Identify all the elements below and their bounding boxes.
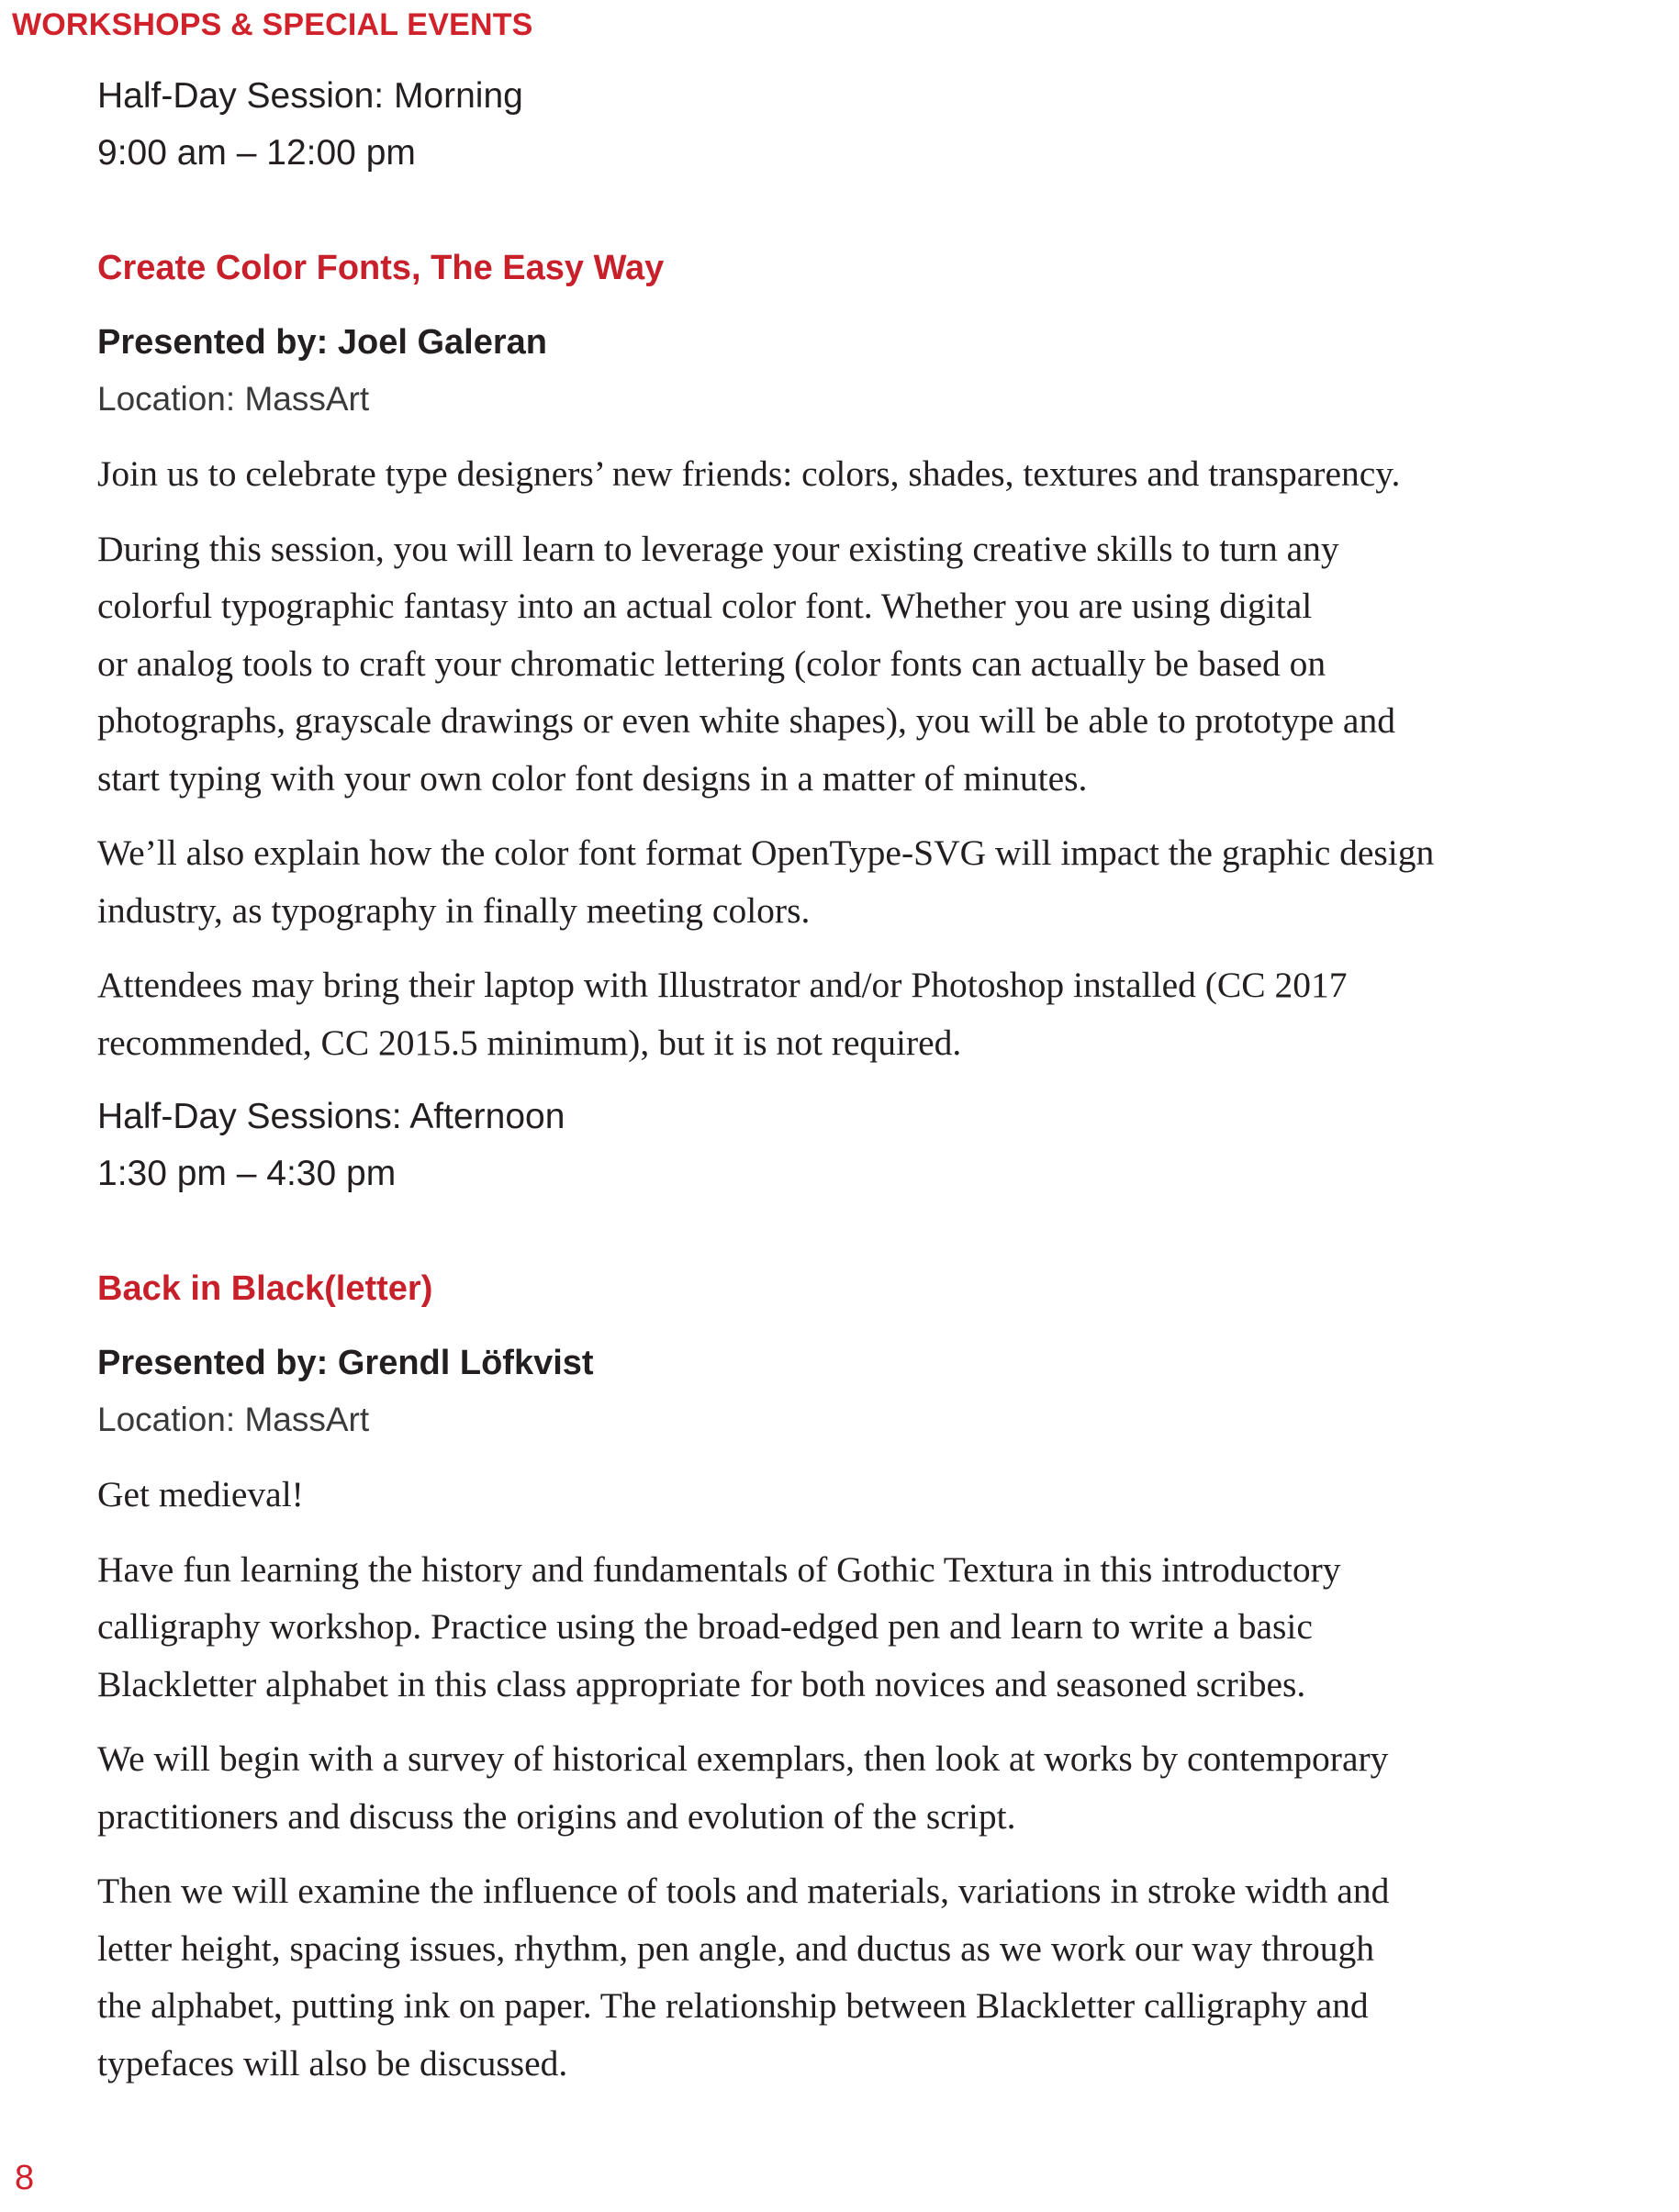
page-content <box>97 68 1621 2092</box>
section-header: WORKSHOPS & SPECIAL EVENTS <box>12 7 533 42</box>
session-time: 1:30 pm – 4:30 pm <box>97 1154 397 1193</box>
description-paragraph: Get medieval! <box>97 1474 304 1514</box>
session-label: Half-Day Session: Morning <box>97 76 523 116</box>
presenter: Presented by: Grendl Löfkvist <box>97 1344 594 1382</box>
description-paragraph: We’ll also explain how the color font format OpenType-SVG will impact the graphic design industry, as typography in finally meeting colors. <box>97 832 1435 931</box>
page-number: 8 <box>15 2159 35 2197</box>
description-paragraph: Join us to celebrate type designers’ new friends: colors, shades, textures and transparency. <box>97 453 1401 494</box>
session-time: 9:00 am – 12:00 pm <box>97 133 416 173</box>
afternoon-session <box>97 1089 1621 2092</box>
session-label: Half-Day Sessions: Afternoon <box>97 1097 565 1136</box>
presenter: Presented by: Joel Galeran <box>97 323 547 362</box>
description-paragraph: Attendees may bring their laptop with Illustrator and/or Photoshop installed (CC 2017 recommended, CC 2015.5 minimum), but it is not required. <box>97 965 1348 1063</box>
workshop-title: Create Color Fonts, The Easy Way <box>97 249 665 287</box>
location: Location: MassArt <box>97 380 370 418</box>
description-paragraph: Then we will examine the influence of tools and materials, variations in stroke width and letter height, spacing issues, rhythm, pen angle, and ductus as we work our way through the alphabet, putting ink on paper. The relationship between Blackletter calligraphy and typefaces will also be discussed. <box>97 1871 1390 2084</box>
description-paragraph: Have fun learning the history and fundamentals of Gothic Textura in this introductory calligraphy workshop. Practice using the broad-edged pen and learn to write a basic Blackletter alphabet in this class appropriate for both novices and seasoned scribes. <box>97 1548 1341 1704</box>
workshop-title: Back in Black(letter) <box>97 1269 433 1308</box>
morning-session <box>97 68 1621 1071</box>
description-paragraph: During this session, you will learn to leverage your existing creative skills to turn any colorful typographic fantasy into an actual color font. Whether you are using digital or analog tools to craft your chromatic lettering (color fonts can actually be based on photographs, grayscale drawings or even white shapes), you will be able to prototype and start typing with your own color font designs in a matter of minutes. <box>97 528 1395 799</box>
description-paragraph: We will begin with a survey of historical exemplars, then look at works by contemporary practitioners and discuss the origins and evolution of the script. <box>97 1738 1389 1837</box>
location: Location: MassArt <box>97 1401 370 1438</box>
